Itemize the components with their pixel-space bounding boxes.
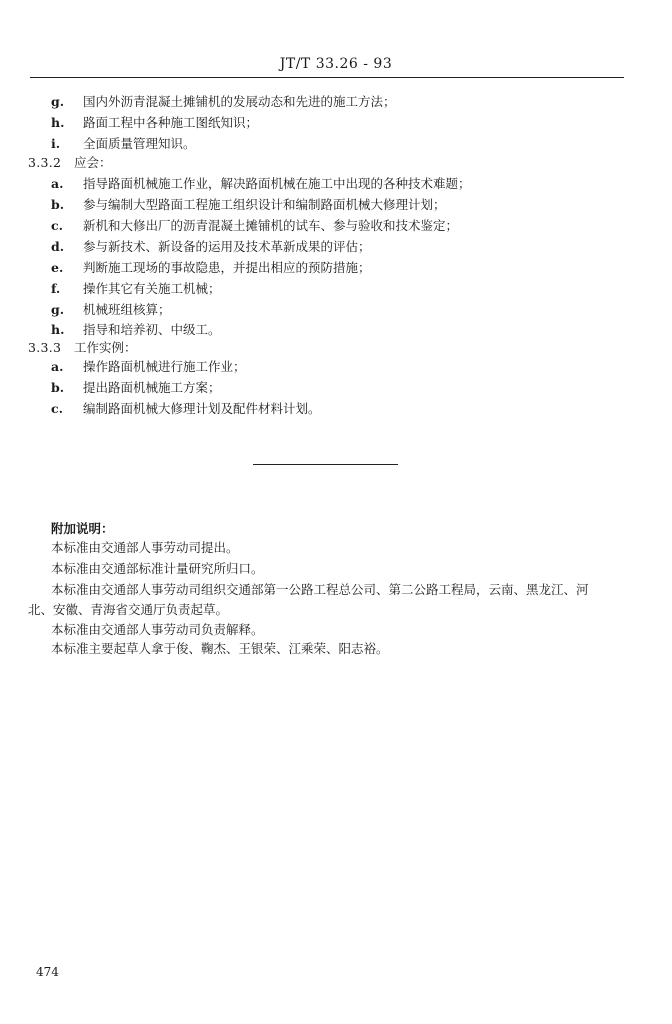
list-text: 机械班组核算； <box>83 302 171 317</box>
notes-title: 附加说明： <box>51 521 114 536</box>
page-header: JT/T 33.26 - 93 <box>279 56 393 72</box>
section-divider <box>253 464 398 465</box>
list-marker: g. <box>51 94 65 109</box>
section-title: 应会： <box>74 155 112 170</box>
list-marker: e. <box>51 260 64 275</box>
list-item <box>51 218 458 234</box>
list-marker: a. <box>51 176 64 191</box>
header-rule <box>30 77 624 78</box>
note-paragraph: 本标准由交通部标准计量研究所归口。 <box>51 561 264 576</box>
list-text: 指导和培养初、中级工。 <box>83 322 221 337</box>
list-marker: g. <box>51 302 65 317</box>
note-paragraph: 本标准由交通部人事劳动司组织交通部第一公路工程总公司、第二公路工程局，云南、黑龙江、河 <box>51 582 589 597</box>
list-text: 指导路面机械施工作业，解决路面机械在施工中出现的各种技术难题； <box>83 176 471 191</box>
list-item <box>51 136 196 152</box>
list-item <box>51 302 171 318</box>
section-heading-3-3-2 <box>28 155 112 171</box>
section-number: 3.3.3 <box>28 340 62 355</box>
list-item <box>51 359 246 375</box>
list-text: 路面工程中各种施工图纸知识； <box>83 115 259 130</box>
list-item <box>51 281 221 297</box>
list-item <box>51 322 221 338</box>
list-marker: a. <box>51 359 64 374</box>
list-text: 国内外沥青混凝土摊铺机的发展动态和先进的施工方法； <box>83 94 396 109</box>
section-number: 3.3.2 <box>28 155 62 170</box>
list-marker: c. <box>51 218 63 233</box>
note-paragraph: 本标准由交通部人事劳动司负责解释。 <box>51 622 264 637</box>
list-item <box>51 239 371 255</box>
list-text: 操作其它有关施工机械； <box>83 281 221 296</box>
list-text: 参与新技术、新设备的运用及技术革新成果的评估； <box>83 239 371 254</box>
list-text: 提出路面机械施工方案； <box>83 380 221 395</box>
list-item <box>51 401 321 417</box>
list-marker: f. <box>51 281 61 296</box>
list-item <box>51 176 471 192</box>
list-text: 全面质量管理知识。 <box>83 136 196 151</box>
list-text: 新机和大修出厂的沥青混凝土摊铺机的试车、参与验收和技术鉴定； <box>83 218 459 233</box>
list-marker: i. <box>51 136 61 151</box>
list-marker: h. <box>51 115 65 130</box>
note-paragraph-continued: 北、安徽、青海省交通厅负责起草。 <box>28 602 229 617</box>
list-item <box>51 260 371 276</box>
list-text: 参与编制大型路面工程施工组织设计和编制路面机械大修理计划； <box>83 197 446 212</box>
note-paragraph: 本标准主要起草人拿于俊、鞠杰、王银荣、江乘荣、阳志裕。 <box>51 641 389 656</box>
list-marker: b. <box>51 380 65 395</box>
list-text: 判断施工现场的事故隐患，并提出相应的预防措施； <box>83 260 371 275</box>
section-heading-3-3-3 <box>28 340 137 356</box>
note-paragraph: 本标准由交通部人事劳动司提出。 <box>51 540 239 555</box>
page-number: 474 <box>36 965 59 979</box>
list-item <box>51 380 221 396</box>
list-item <box>51 197 446 213</box>
list-text: 操作路面机械进行施工作业； <box>83 359 246 374</box>
list-marker: b. <box>51 197 65 212</box>
list-marker: d. <box>51 239 65 254</box>
list-item <box>51 94 396 110</box>
list-marker: h. <box>51 322 65 337</box>
list-item <box>51 115 258 131</box>
list-marker: c. <box>51 401 63 416</box>
section-title: 工作实例： <box>74 340 137 355</box>
list-text: 编制路面机械大修理计划及配件材料计划。 <box>83 401 321 416</box>
